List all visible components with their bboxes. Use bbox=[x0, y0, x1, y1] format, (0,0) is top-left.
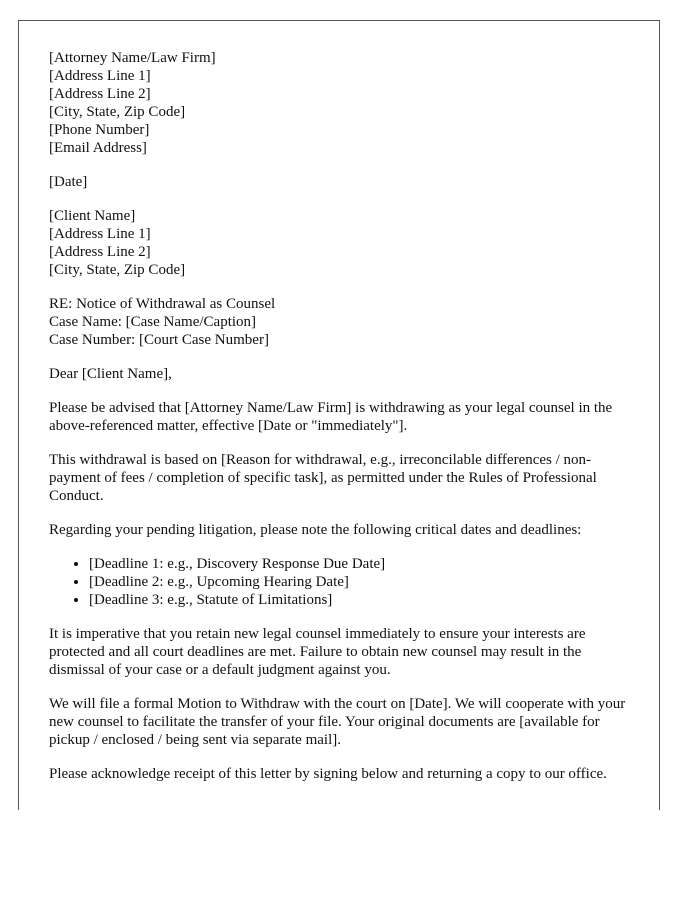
deadline-item: • [Deadline 2: e.g., Upcoming Hearing Date] bbox=[89, 573, 639, 591]
re-subject: RE: Notice of Withdrawal as Counsel bbox=[49, 296, 276, 312]
letter-page bbox=[18, 20, 660, 810]
date-block bbox=[49, 173, 639, 191]
sender-block bbox=[49, 49, 639, 157]
sender-email: [Email Address] bbox=[49, 140, 147, 156]
deadline-item: • [Deadline 3: e.g., Statute of Limitations] bbox=[89, 591, 639, 609]
paragraph-motion-to-withdraw: We will file a formal Motion to Withdraw with the court on [Date]. We will cooperate with your new counsel to facilitate the transfer of your file. Your original documents are [available for pickup / enclosed / being sent via separate mail]. bbox=[49, 696, 626, 748]
salutation: Dear [Client Name], bbox=[49, 366, 172, 382]
letter-date: [Date] bbox=[49, 174, 88, 190]
re-case-name: Case Name: [Case Name/Caption] bbox=[49, 314, 257, 330]
sender-address-line-2: [Address Line 2] bbox=[49, 86, 151, 102]
recipient-city-state-zip: [City, State, Zip Code] bbox=[49, 262, 186, 278]
deadlines-list bbox=[49, 555, 639, 609]
paragraph-withdrawal-notice: Please be advised that [Attorney Name/Law Firm] is withdrawing as your legal counsel in the above-referenced matter, effective [Date or "immediately"]. bbox=[49, 400, 613, 434]
recipient-address-line-2: [Address Line 2] bbox=[49, 244, 151, 260]
sender-name: [Attorney Name/Law Firm] bbox=[49, 50, 216, 66]
deadline-item: • [Deadline 1: e.g., Discovery Response Due Date] bbox=[89, 555, 639, 573]
re-block bbox=[49, 295, 639, 349]
sender-phone: [Phone Number] bbox=[49, 122, 150, 138]
paragraph-withdrawal-reason: This withdrawal is based on [Reason for withdrawal, e.g., irreconcilable differences / non-payment of fees / completion of specific task], as permitted under the Rules of Professional Conduct. bbox=[49, 452, 597, 504]
recipient-name: [Client Name] bbox=[49, 208, 136, 224]
paragraph-deadlines-intro: Regarding your pending litigation, please note the following critical dates and deadlines: bbox=[49, 522, 582, 538]
recipient-address-line-1: [Address Line 1] bbox=[49, 226, 151, 242]
paragraph-retain-counsel: It is imperative that you retain new legal counsel immediately to ensure your interests are protected and all court deadlines are met. Failure to obtain new counsel may result in the dismissal of your case or a default judgment against you. bbox=[49, 626, 586, 678]
sender-city-state-zip: [City, State, Zip Code] bbox=[49, 104, 186, 120]
recipient-block bbox=[49, 207, 639, 279]
re-case-number: Case Number: [Court Case Number] bbox=[49, 332, 269, 348]
letter-content bbox=[49, 49, 639, 799]
paragraph-acknowledge-receipt: Please acknowledge receipt of this letter by signing below and returning a copy to our office. bbox=[49, 766, 607, 782]
sender-address-line-1: [Address Line 1] bbox=[49, 68, 151, 84]
